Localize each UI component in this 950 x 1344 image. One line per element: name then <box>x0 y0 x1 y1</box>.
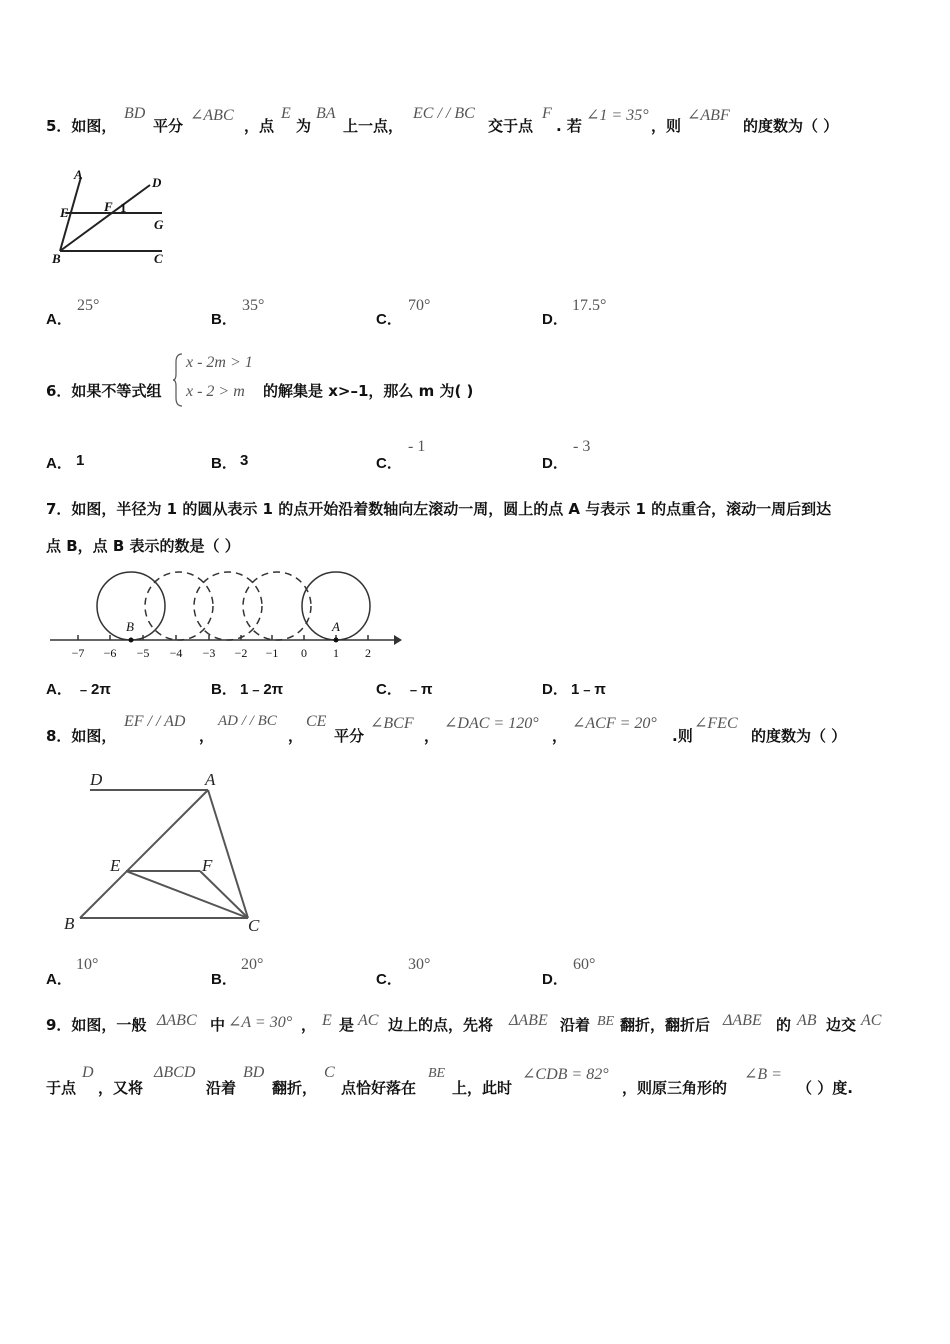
q6-option-c-value: - 1 <box>408 438 426 455</box>
q7-option-c-value: ﹣π <box>406 681 433 698</box>
q5-option-c-letter[interactable]: C． <box>376 311 402 328</box>
q8-option-a-letter[interactable]: A． <box>46 971 72 988</box>
q9-number: 9．如图，一般 <box>46 1016 147 1034</box>
q8-label-e: E <box>110 856 121 875</box>
q7-option-b-value: 1﹣2π <box>240 681 284 698</box>
q5-label-g: G <box>154 217 164 232</box>
q5-option-d-value: 17.5° <box>572 297 607 314</box>
q9-math-ab: AB <box>797 1012 817 1029</box>
q5-math-bd: BD <box>124 105 146 122</box>
q9-math-be: BE <box>597 1014 615 1029</box>
q8-label-f: F <box>202 856 213 875</box>
q8-line-ba <box>80 790 208 918</box>
q7-tick-label: −5 <box>136 646 150 660</box>
q5-text: ，则 <box>651 117 682 135</box>
q7-option-d-letter[interactable]: D． <box>542 681 568 698</box>
q8-label-c: C <box>248 916 260 935</box>
q5-label-d: D <box>152 175 162 190</box>
q7-tick-label: −1 <box>265 646 279 660</box>
q6-inequality-1: x - 2m > 1 <box>186 354 253 371</box>
q9-text: 边交 <box>826 1016 857 1034</box>
q9-math-triangle-bcd: ΔBCD <box>154 1064 196 1081</box>
q5-text: 的度数为（ ） <box>743 117 839 135</box>
q7-line-1: 7．如图，半径为 1 的圆从表示 1 的点开始沿着数轴向左滚动一周，圆上的点 A 与表示 1 的点重合，滚动一周后到达 <box>46 500 832 518</box>
q8-math-angle-acf: ∠ACF = 20° <box>572 715 657 732</box>
q9-text: 翻折，翻折后 <box>620 1016 711 1034</box>
q7-option-a-value: ﹣2π <box>76 681 111 698</box>
q8-option-d-value: 60° <box>573 956 596 973</box>
q9-math-angle-a: ∠A = 30° <box>228 1014 293 1031</box>
q8-math-angle-dac: ∠DAC = 120° <box>444 715 539 732</box>
q5-text: 为 <box>296 117 312 135</box>
q9-math-triangle-abc: ΔABC <box>157 1012 197 1029</box>
q6-inequality-2: x - 2 > m <box>186 383 245 400</box>
q7-tick-label: 1 <box>333 646 339 660</box>
q6-option-d-value: - 3 <box>573 438 591 455</box>
q8-comma: ， <box>199 727 215 745</box>
q9-math-angle-cdb: ∠CDB = 82° <box>522 1066 609 1083</box>
q9-text: 是 <box>339 1016 355 1034</box>
q7-label-b: B <box>126 619 134 634</box>
q7-line-2: 点 B，点 B 表示的数是（ ） <box>46 537 240 555</box>
q8-label-b: B <box>64 914 75 933</box>
q9-text: 的 <box>776 1016 792 1034</box>
q9-text: 边上的点，先将 <box>388 1016 494 1034</box>
q5-math-ec-bc: EC / / BC <box>413 105 475 122</box>
q8-math-ef-ad: EF / / AD <box>124 713 186 730</box>
q5-option-b-letter[interactable]: B． <box>211 311 237 328</box>
q9-math-triangle-abe: ΔABE <box>509 1012 548 1029</box>
q9-text: （ ）度. <box>797 1079 853 1097</box>
q8-option-c-letter[interactable]: C． <box>376 971 402 988</box>
q7-tick-label: −3 <box>202 646 216 660</box>
q6-option-d-letter[interactable]: D． <box>542 455 568 472</box>
q8-option-a-value: 10° <box>76 956 99 973</box>
q5-math-e: E <box>281 105 291 122</box>
q8-option-d-letter[interactable]: D． <box>542 971 568 988</box>
q9-text: 于点 <box>46 1079 77 1097</box>
q7-tick-label: −6 <box>103 646 117 660</box>
q7-option-a-letter[interactable]: A． <box>46 681 72 698</box>
q8-label-d: D <box>90 770 103 789</box>
q5-label-1: 1 <box>120 200 127 215</box>
q9-math-bd: BD <box>243 1064 265 1081</box>
q5-option-a-value: 25° <box>77 297 100 314</box>
q7-point-b <box>129 638 134 643</box>
q6-text: 的解集是 x>–1，那么 m 为( ) <box>263 382 474 400</box>
q8-comma: ， <box>424 727 440 745</box>
q5-option-b-value: 35° <box>242 297 265 314</box>
q7-axis-arrow <box>394 635 402 645</box>
q9-math-ac: AC <box>358 1012 379 1029</box>
q9-math-e: E <box>322 1012 332 1029</box>
q8-math-ce: CE <box>306 713 327 730</box>
q5-line-bd <box>60 185 150 251</box>
q9-math-ac-2: AC <box>861 1012 882 1029</box>
q9-text: 沿着 <box>206 1079 237 1097</box>
q9-text: 沿着 <box>560 1016 591 1034</box>
q5-label-c: C <box>154 251 163 266</box>
q8-line-ec <box>126 871 248 918</box>
q7-option-c-letter[interactable]: C． <box>376 681 402 698</box>
q6-option-a-value: 1 <box>76 452 85 469</box>
q5-math-angle-abf: ∠ABF <box>687 107 730 124</box>
q9-text: 上，此时 <box>452 1079 513 1097</box>
q5-label-b: B <box>52 251 61 266</box>
q7-tick-label: 2 <box>365 646 371 660</box>
q9-math-d: D <box>82 1064 94 1081</box>
q6-option-b-value: 3 <box>240 452 249 469</box>
q5-text: ，点 <box>244 117 275 135</box>
q6-brace <box>172 352 184 408</box>
q8-math-ad-bc: AD / / BC <box>218 713 277 729</box>
q8-option-b-value: 20° <box>241 956 264 973</box>
q7-tick-label: −2 <box>234 646 248 660</box>
q7-option-d-value: 1﹣π <box>571 681 606 698</box>
q5-text: . 若 <box>556 117 582 135</box>
q9-text: ，则原三角形的 <box>622 1079 728 1097</box>
q8-label-a: A <box>205 770 216 789</box>
q8-text: 的度数为（ ） <box>751 727 847 745</box>
q7-tick-label: 0 <box>301 646 307 660</box>
q5-math-angle-abc: ∠ABC <box>190 107 234 124</box>
q8-math-angle-bcf: ∠BCF <box>370 715 414 732</box>
q7-label-a: A <box>332 619 340 634</box>
q7-point-a <box>334 638 339 643</box>
q5-math-f: F <box>542 105 552 122</box>
q5-number: 5．如图， <box>46 117 117 135</box>
q9-text: 中 <box>210 1016 226 1034</box>
q7-option-b-letter[interactable]: B． <box>211 681 237 698</box>
q5-figure <box>48 165 178 270</box>
q5-text: 平分 <box>153 117 184 135</box>
q8-comma: ， <box>552 727 568 745</box>
q7-tick-label: −7 <box>71 646 85 660</box>
q9-math-c: C <box>324 1064 335 1081</box>
q5-label-a: A <box>74 167 83 182</box>
q8-text: 平分 <box>334 727 365 745</box>
q5-text: 上一点， <box>343 117 404 135</box>
q9-math-angle-b: ∠B = <box>744 1066 782 1083</box>
q5-label-e: E <box>60 205 69 220</box>
q8-text: .则 <box>672 727 693 745</box>
q9-math-be-2: BE <box>428 1066 446 1081</box>
q8-comma: ， <box>288 727 304 745</box>
q5-option-c-value: 70° <box>408 297 431 314</box>
q9-text: ，又将 <box>98 1079 144 1097</box>
q6-option-a-letter[interactable]: A． <box>46 455 72 472</box>
q5-label-f: F <box>104 199 113 214</box>
q6-option-c-letter[interactable]: C． <box>376 455 402 472</box>
q9-math-triangle-abe-2: ΔABE <box>723 1012 762 1029</box>
q8-option-b-letter[interactable]: B． <box>211 971 237 988</box>
q8-option-c-value: 30° <box>408 956 431 973</box>
q8-figure <box>60 765 270 935</box>
q5-option-a-letter[interactable]: A． <box>46 311 72 328</box>
q5-math-angle-1: ∠1 = 35° <box>586 107 649 124</box>
q6-number: 6．如果不等式组 <box>46 382 162 400</box>
q5-math-ba: BA <box>316 105 336 122</box>
q8-math-angle-fec: ∠FEC <box>694 715 738 732</box>
q5-text: 交于点 <box>488 117 534 135</box>
q5-option-d-letter[interactable]: D． <box>542 311 568 328</box>
q6-option-b-letter[interactable]: B． <box>211 455 237 472</box>
q9-text: 翻折， <box>272 1079 318 1097</box>
q7-tick-label: −4 <box>169 646 183 660</box>
q8-number: 8．如图， <box>46 727 117 745</box>
q9-text: 点恰好落在 <box>341 1079 417 1097</box>
q7-figure <box>46 565 406 665</box>
q9-text: ， <box>301 1016 317 1034</box>
